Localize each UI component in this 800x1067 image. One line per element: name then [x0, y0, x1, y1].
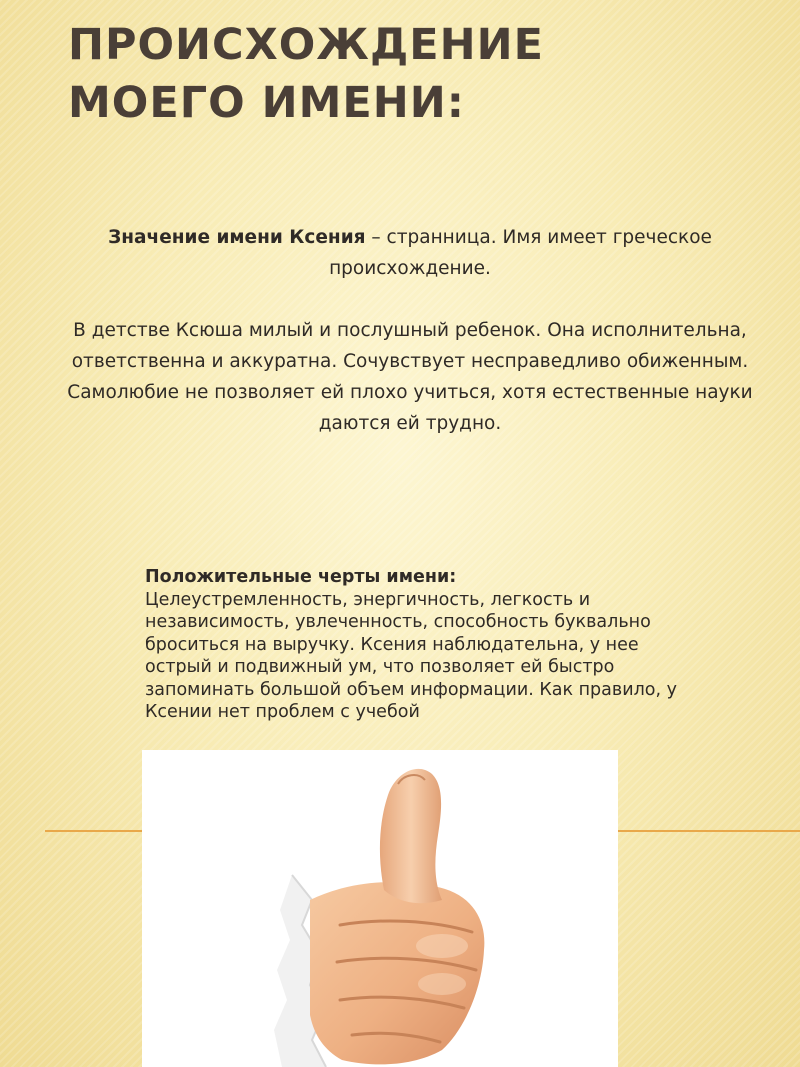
thumbs-up-icon — [142, 750, 618, 1067]
meaning-paragraph — [60, 222, 760, 284]
meaning-text: – странница. Имя имеет греческое происхождение. — [329, 227, 712, 279]
positive-traits-block — [145, 566, 685, 724]
childhood-paragraph: В детстве Ксюша милый и послушный ребенок. Она исполнительна, ответственна и аккуратна. Сочувствует несправедливо обиженным. Самолюбие не позволяет ей плохо учиться, хотя естественные науки даются ей трудно. — [67, 320, 753, 434]
thumbs-up-photo — [142, 750, 618, 1067]
positive-traits-label: Положительные черты имени: — [145, 567, 457, 587]
title-line-1: ПРОИСХОЖДЕНИЕ — [68, 20, 544, 70]
name-meaning-block — [60, 222, 760, 439]
title-line-2: МОЕГО ИМЕНИ: — [68, 78, 465, 128]
positive-traits-text: Целеустремленность, энергичность, легкость и независимость, увлеченность, способность буквально броситься на выручку. Ксения наблюдательна, у нее острый и подвижный ум, что позволяет ей быстро запоминать большой объем информации. Как правило, у Ксении нет проблем с учебой — [145, 589, 677, 722]
meaning-heading: Значение имени Ксения — [108, 227, 366, 248]
slide-title — [68, 16, 544, 132]
